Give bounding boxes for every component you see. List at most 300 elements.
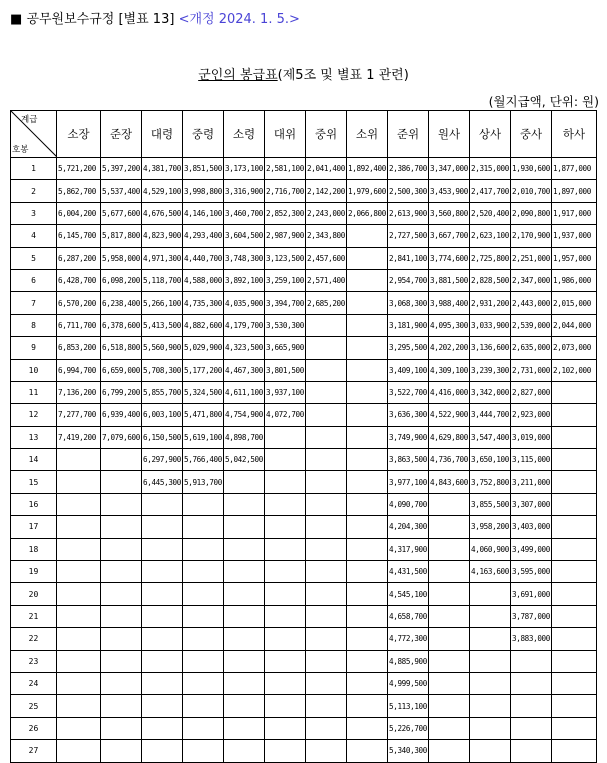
pay-cell (101, 538, 142, 560)
pay-cell: 3,937,100 (265, 381, 306, 403)
pay-cell: 3,752,800 (470, 471, 511, 493)
pay-cell: 4,754,900 (224, 404, 265, 426)
pay-cell: 3,522,700 (388, 381, 429, 403)
pay-cell (142, 740, 183, 762)
pay-cell (306, 314, 347, 336)
pay-cell (306, 381, 347, 403)
pay-cell: 1,897,000 (552, 180, 597, 202)
step-number: 5 (11, 247, 57, 269)
pay-cell: 5,817,800 (101, 225, 142, 247)
pay-cell: 1,917,000 (552, 202, 597, 224)
pay-cell: 3,444,700 (470, 404, 511, 426)
table-row (11, 471, 597, 493)
step-number: 20 (11, 583, 57, 605)
pay-cell (224, 471, 265, 493)
corner-rank-label: 계급 (21, 115, 38, 125)
pay-cell (57, 471, 101, 493)
pay-cell: 6,145,700 (57, 225, 101, 247)
pay-cell: 3,977,100 (388, 471, 429, 493)
pay-cell: 2,731,000 (511, 359, 552, 381)
pay-cell (347, 605, 388, 627)
law-name: 공무원보수규정 (26, 12, 115, 27)
pay-cell: 3,394,700 (265, 292, 306, 314)
step-number: 25 (11, 695, 57, 717)
pay-cell: 4,588,000 (183, 269, 224, 291)
pay-cell (347, 404, 388, 426)
pay-cell (101, 471, 142, 493)
pay-cell (470, 717, 511, 739)
revision-link[interactable]: <개정 2024. 1. 5.> (178, 12, 300, 27)
pay-cell (142, 605, 183, 627)
table-row (11, 493, 597, 515)
pay-cell: 3,033,900 (470, 314, 511, 336)
table-row (11, 381, 597, 403)
pay-cell: 5,677,600 (101, 202, 142, 224)
pay-cell: 4,095,300 (429, 314, 470, 336)
table-row (11, 225, 597, 247)
table-row (11, 650, 597, 672)
pay-cell: 6,003,100 (142, 404, 183, 426)
pay-cell (224, 628, 265, 650)
pay-cell (470, 740, 511, 762)
title-suffix: (제5조 및 별표 1 관련) (277, 68, 409, 83)
pay-cell: 5,113,100 (388, 695, 429, 717)
pay-cell: 2,347,000 (511, 269, 552, 291)
pay-cell: 2,571,400 (306, 269, 347, 291)
pay-cell: 4,522,900 (429, 404, 470, 426)
pay-cell (265, 561, 306, 583)
pay-cell: 3,211,000 (511, 471, 552, 493)
pay-cell: 4,882,600 (183, 314, 224, 336)
annex-label: [별표 13] (118, 12, 175, 27)
table-row (11, 202, 597, 224)
pay-cell (183, 583, 224, 605)
table-row (11, 158, 597, 180)
pay-cell: 3,068,300 (388, 292, 429, 314)
table-row (11, 561, 597, 583)
pay-cell: 2,343,800 (306, 225, 347, 247)
pay-cell: 5,958,000 (101, 247, 142, 269)
pay-cell (101, 493, 142, 515)
pay-cell (265, 695, 306, 717)
step-number: 1 (11, 158, 57, 180)
pay-cell (183, 628, 224, 650)
pay-cell: 6,004,200 (57, 202, 101, 224)
pay-cell: 2,015,000 (552, 292, 597, 314)
pay-cell: 3,851,500 (183, 158, 224, 180)
pay-cell (183, 538, 224, 560)
pay-cell (183, 561, 224, 583)
pay-cell (306, 471, 347, 493)
pay-cell (552, 605, 597, 627)
pay-cell: 2,417,700 (470, 180, 511, 202)
pay-cell (57, 672, 101, 694)
pay-cell: 6,659,000 (101, 359, 142, 381)
pay-cell (347, 471, 388, 493)
pay-cell (265, 516, 306, 538)
pay-cell (183, 493, 224, 515)
table-title (0, 64, 607, 83)
table-row (11, 449, 597, 471)
pay-cell: 5,029,900 (183, 337, 224, 359)
pay-cell: 3,547,400 (470, 426, 511, 448)
column-header: 준위 (388, 111, 429, 158)
pay-cell (57, 628, 101, 650)
pay-cell (57, 516, 101, 538)
pay-cell: 3,863,500 (388, 449, 429, 471)
pay-cell: 2,827,000 (511, 381, 552, 403)
pay-cell (470, 605, 511, 627)
pay-cell: 2,725,800 (470, 247, 511, 269)
pay-cell: 4,467,300 (224, 359, 265, 381)
table-row (11, 314, 597, 336)
step-number: 7 (11, 292, 57, 314)
pay-cell: 3,136,600 (470, 337, 511, 359)
pay-cell: 3,801,500 (265, 359, 306, 381)
pay-cell (224, 605, 265, 627)
pay-cell: 2,987,900 (265, 225, 306, 247)
pay-cell (347, 516, 388, 538)
pay-cell (347, 695, 388, 717)
pay-cell: 4,885,900 (388, 650, 429, 672)
pay-cell: 5,708,300 (142, 359, 183, 381)
pay-cell (265, 449, 306, 471)
pay-cell (265, 672, 306, 694)
pay-cell: 3,316,900 (224, 180, 265, 202)
pay-cell (142, 628, 183, 650)
pay-cell: 2,251,000 (511, 247, 552, 269)
pay-cell: 6,238,400 (101, 292, 142, 314)
pay-cell: 1,937,000 (552, 225, 597, 247)
pay-cell: 3,460,700 (224, 202, 265, 224)
step-number: 4 (11, 225, 57, 247)
pay-cell: 4,843,600 (429, 471, 470, 493)
pay-cell (142, 538, 183, 560)
pay-cell: 3,123,500 (265, 247, 306, 269)
pay-cell: 3,295,500 (388, 337, 429, 359)
pay-cell: 6,518,800 (101, 337, 142, 359)
pay-cell: 4,545,100 (388, 583, 429, 605)
column-header: 대령 (142, 111, 183, 158)
pay-cell: 2,010,700 (511, 180, 552, 202)
pay-cell (347, 269, 388, 291)
pay-cell: 6,853,200 (57, 337, 101, 359)
pay-cell (265, 426, 306, 448)
step-number: 23 (11, 650, 57, 672)
table-row (11, 538, 597, 560)
pay-cell: 2,685,200 (306, 292, 347, 314)
corner-step-label: 호봉 (12, 145, 29, 155)
table-row (11, 269, 597, 291)
pay-cell: 3,881,500 (429, 269, 470, 291)
pay-cell (265, 583, 306, 605)
pay-cell (552, 695, 597, 717)
bullet-square-icon: ■ (10, 12, 23, 27)
pay-cell: 1,892,400 (347, 158, 388, 180)
pay-cell (306, 740, 347, 762)
pay-cell: 2,539,000 (511, 314, 552, 336)
pay-cell: 5,397,200 (101, 158, 142, 180)
pay-cell: 1,979,600 (347, 180, 388, 202)
column-header: 중위 (306, 111, 347, 158)
pay-cell (57, 740, 101, 762)
pay-cell (429, 605, 470, 627)
column-header: 소장 (57, 111, 101, 158)
column-header: 중령 (183, 111, 224, 158)
pay-cell: 5,537,400 (101, 180, 142, 202)
pay-cell (224, 740, 265, 762)
pay-cell: 3,998,800 (183, 180, 224, 202)
pay-cell: 6,445,300 (142, 471, 183, 493)
step-number: 6 (11, 269, 57, 291)
pay-cell: 1,877,000 (552, 158, 597, 180)
table-row (11, 740, 597, 762)
pay-cell: 5,226,700 (388, 717, 429, 739)
pay-cell (265, 493, 306, 515)
pay-cell (101, 605, 142, 627)
step-number: 18 (11, 538, 57, 560)
table-row (11, 695, 597, 717)
pay-cell (265, 717, 306, 739)
pay-cell: 4,293,400 (183, 225, 224, 247)
pay-cell: 2,457,600 (306, 247, 347, 269)
pay-cell (101, 516, 142, 538)
pay-cell: 3,560,800 (429, 202, 470, 224)
table-row (11, 583, 597, 605)
pay-cell (347, 314, 388, 336)
pay-cell (101, 717, 142, 739)
pay-cell (429, 672, 470, 694)
pay-cell (347, 247, 388, 269)
pay-cell (57, 650, 101, 672)
pay-cell: 3,499,000 (511, 538, 552, 560)
pay-cell (552, 493, 597, 515)
pay-cell: 5,177,200 (183, 359, 224, 381)
pay-cell: 3,787,000 (511, 605, 552, 627)
pay-cell (101, 650, 142, 672)
pay-cell (552, 449, 597, 471)
pay-cell: 2,066,800 (347, 202, 388, 224)
pay-cell: 3,453,900 (429, 180, 470, 202)
pay-cell: 3,883,000 (511, 628, 552, 650)
pay-cell (429, 538, 470, 560)
pay-cell (511, 717, 552, 739)
pay-cell: 3,181,900 (388, 314, 429, 336)
pay-cell (429, 717, 470, 739)
pay-cell: 4,202,200 (429, 337, 470, 359)
pay-cell (552, 516, 597, 538)
table-row (11, 337, 597, 359)
pay-cell: 2,828,500 (470, 269, 511, 291)
pay-cell (347, 493, 388, 515)
pay-cell: 5,855,700 (142, 381, 183, 403)
pay-cell: 4,736,700 (429, 449, 470, 471)
pay-cell (306, 650, 347, 672)
pay-cell: 5,619,100 (183, 426, 224, 448)
table-body (11, 158, 597, 763)
pay-cell: 2,581,100 (265, 158, 306, 180)
pay-cell (306, 628, 347, 650)
pay-cell: 4,735,300 (183, 292, 224, 314)
pay-cell: 6,287,200 (57, 247, 101, 269)
pay-cell (101, 561, 142, 583)
pay-cell: 5,340,300 (388, 740, 429, 762)
table-row (11, 292, 597, 314)
pay-cell (429, 516, 470, 538)
pay-cell: 3,259,100 (265, 269, 306, 291)
pay-cell (57, 605, 101, 627)
pay-cell: 4,999,500 (388, 672, 429, 694)
pay-cell (306, 605, 347, 627)
step-number: 26 (11, 717, 57, 739)
pay-cell: 4,529,100 (142, 180, 183, 202)
pay-cell (306, 404, 347, 426)
pay-cell: 2,727,500 (388, 225, 429, 247)
pay-cell: 4,179,700 (224, 314, 265, 336)
step-number: 14 (11, 449, 57, 471)
pay-cell (306, 538, 347, 560)
step-number: 9 (11, 337, 57, 359)
pay-cell: 5,324,500 (183, 381, 224, 403)
document-header (10, 8, 300, 27)
pay-cell (470, 672, 511, 694)
pay-cell (511, 650, 552, 672)
step-number: 22 (11, 628, 57, 650)
pay-cell: 4,823,900 (142, 225, 183, 247)
pay-cell: 6,570,200 (57, 292, 101, 314)
pay-cell (552, 404, 597, 426)
step-number: 13 (11, 426, 57, 448)
pay-cell (183, 717, 224, 739)
pay-cell: 6,098,200 (101, 269, 142, 291)
pay-cell: 7,136,200 (57, 381, 101, 403)
pay-cell (101, 740, 142, 762)
pay-cell (224, 561, 265, 583)
pay-cell (142, 695, 183, 717)
pay-table (10, 110, 597, 763)
pay-cell (265, 628, 306, 650)
pay-cell (57, 695, 101, 717)
pay-cell: 3,667,700 (429, 225, 470, 247)
pay-cell: 4,611,100 (224, 381, 265, 403)
pay-cell (429, 740, 470, 762)
corner-cell (11, 111, 57, 158)
pay-cell (183, 740, 224, 762)
pay-cell (57, 538, 101, 560)
column-header: 하사 (552, 111, 597, 158)
pay-cell: 6,150,500 (142, 426, 183, 448)
pay-cell (57, 493, 101, 515)
pay-cell (347, 561, 388, 583)
pay-cell: 3,665,900 (265, 337, 306, 359)
pay-cell: 3,604,500 (224, 225, 265, 247)
pay-cell (429, 583, 470, 605)
pay-cell (142, 650, 183, 672)
pay-cell: 2,170,900 (511, 225, 552, 247)
pay-cell: 3,342,000 (470, 381, 511, 403)
pay-cell (306, 516, 347, 538)
pay-cell: 4,090,700 (388, 493, 429, 515)
table-row (11, 247, 597, 269)
pay-cell: 4,772,300 (388, 628, 429, 650)
pay-cell: 2,500,300 (388, 180, 429, 202)
step-number: 2 (11, 180, 57, 202)
pay-cell: 7,277,700 (57, 404, 101, 426)
pay-cell: 5,721,200 (57, 158, 101, 180)
pay-cell (101, 628, 142, 650)
pay-cell: 2,041,400 (306, 158, 347, 180)
pay-cell: 3,173,100 (224, 158, 265, 180)
pay-cell: 6,297,900 (142, 449, 183, 471)
pay-cell: 4,163,600 (470, 561, 511, 583)
pay-cell: 4,381,700 (142, 158, 183, 180)
pay-cell: 2,635,000 (511, 337, 552, 359)
pay-cell: 2,954,700 (388, 269, 429, 291)
pay-cell (306, 672, 347, 694)
table-row (11, 628, 597, 650)
pay-cell: 2,243,000 (306, 202, 347, 224)
pay-cell (224, 672, 265, 694)
pay-cell: 4,323,500 (224, 337, 265, 359)
pay-cell (552, 561, 597, 583)
pay-cell (429, 650, 470, 672)
pay-cell: 6,428,700 (57, 269, 101, 291)
pay-cell (347, 337, 388, 359)
pay-cell (101, 672, 142, 694)
pay-cell: 5,560,900 (142, 337, 183, 359)
pay-cell (511, 740, 552, 762)
pay-cell: 3,855,500 (470, 493, 511, 515)
step-number: 21 (11, 605, 57, 627)
table-row (11, 404, 597, 426)
pay-cell: 2,044,000 (552, 314, 597, 336)
pay-cell (347, 426, 388, 448)
pay-cell (470, 650, 511, 672)
pay-cell (142, 561, 183, 583)
pay-cell: 5,118,700 (142, 269, 183, 291)
pay-cell (511, 695, 552, 717)
pay-cell (552, 471, 597, 493)
pay-cell: 5,471,800 (183, 404, 224, 426)
table-row (11, 516, 597, 538)
column-header: 대위 (265, 111, 306, 158)
pay-cell: 4,060,900 (470, 538, 511, 560)
pay-cell: 2,931,200 (470, 292, 511, 314)
step-number: 11 (11, 381, 57, 403)
pay-cell: 3,115,000 (511, 449, 552, 471)
pay-cell (142, 717, 183, 739)
pay-cell: 6,939,400 (101, 404, 142, 426)
pay-cell: 3,691,000 (511, 583, 552, 605)
pay-cell (57, 717, 101, 739)
pay-cell (101, 583, 142, 605)
pay-cell: 2,102,000 (552, 359, 597, 381)
pay-cell (552, 717, 597, 739)
pay-cell: 3,347,000 (429, 158, 470, 180)
pay-cell: 2,443,000 (511, 292, 552, 314)
pay-cell: 3,650,100 (470, 449, 511, 471)
pay-cell (101, 449, 142, 471)
column-header: 준장 (101, 111, 142, 158)
pay-cell (511, 672, 552, 694)
pay-cell (224, 650, 265, 672)
pay-cell (306, 583, 347, 605)
pay-cell: 3,636,300 (388, 404, 429, 426)
pay-cell: 3,892,100 (224, 269, 265, 291)
pay-cell (347, 740, 388, 762)
pay-cell: 4,035,900 (224, 292, 265, 314)
pay-cell: 4,971,300 (142, 247, 183, 269)
